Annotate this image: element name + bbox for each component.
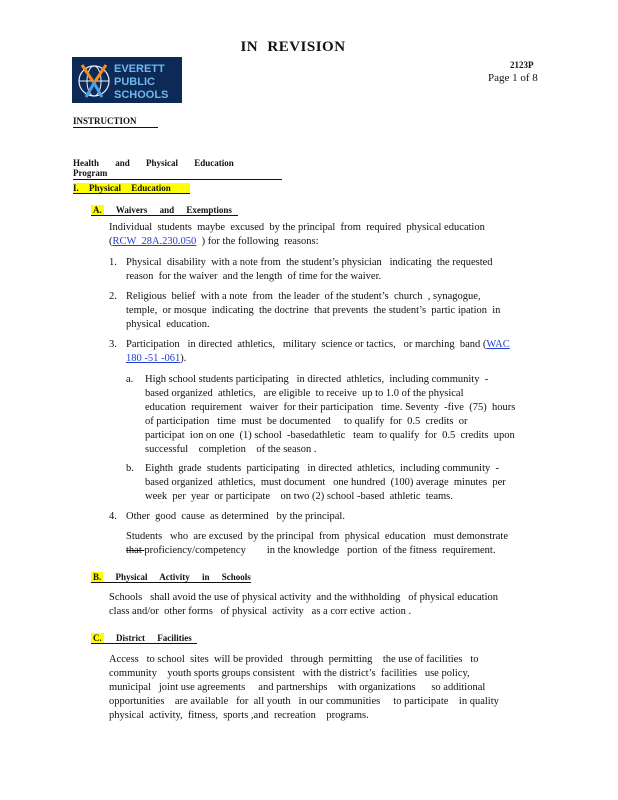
list-item-1-line-2: reason for the waiver and the length of time for the waiver. xyxy=(126,271,382,282)
list-item-3-line-2: 180 -51 -061). xyxy=(126,353,187,364)
subitem-a-line-5: participat ion on one (1) school -basedathletic team to qualify for 0.5 credits upon xyxy=(145,430,515,441)
section-title-district-facilities: District Facilities xyxy=(116,633,192,643)
intro-line-2: (RCW 28A.230.050 ) for the following reasons: xyxy=(109,236,319,247)
section-letter-b: B. xyxy=(93,572,102,582)
rcw-link[interactable]: RCW 28A.230.050 xyxy=(112,236,197,247)
section-instruction: INSTRUCTION xyxy=(73,116,158,128)
subitem-a-line-4: of participation time must be documented to qualify for 0.5 credits or xyxy=(145,416,468,427)
subitem-a-line-3: education requirement waiver for their participation time. Seventy -five (75) hours xyxy=(145,402,516,413)
section-title-waivers: Waivers and Exemptions xyxy=(115,205,232,215)
list-item-1-line-1: Physical disability with a note from the student’s physician indicating the requested xyxy=(126,257,493,268)
list-item-2-line-1: Religious belief with a note from the leader of the student’s church , synagogue, xyxy=(126,291,481,302)
logo-line-1: EVERETT xyxy=(114,63,165,75)
section-c-line-4: opportunities are available for all youth in our communities to participate in quality xyxy=(109,696,499,707)
subitem-a-line-1: High school students participating in directed athletics, including community - xyxy=(145,374,489,385)
sublist-letter-b: b. xyxy=(126,463,134,474)
excused-line-2 xyxy=(126,544,495,558)
document-title: IN REVISION xyxy=(240,39,346,55)
subitem-b-line-2: based organized athletics, must document one hundred (100) average minutes per xyxy=(145,477,506,488)
section-b-line-1: Schools shall avoid the use of physical activity and the withholding of physical education xyxy=(109,592,499,603)
list-number-3: 3. xyxy=(109,339,117,350)
section-letter-a: A. xyxy=(93,205,102,215)
section-b-line-2: class and/or other forms of physical activity as a corr ective action . xyxy=(109,606,412,617)
list-number-2: 2. xyxy=(109,291,117,302)
excused-line-1: Students who are excused by the principal from physical education must demonstrate xyxy=(126,531,508,542)
wac-link-part-2[interactable]: 180 -51 -061 xyxy=(126,353,181,364)
section-heading-physical-education: I. Physical Education xyxy=(73,183,190,194)
program-title: Health and Physical Education Program xyxy=(73,158,282,180)
subitem-b-line-1: Eighth grade students participating in directed athletics, including community - xyxy=(145,463,500,474)
section-heading-physical-activity xyxy=(91,572,251,583)
subitem-a-line-6: successful completion of the season . xyxy=(145,444,317,455)
policy-number: 2123P xyxy=(510,60,534,70)
section-c-line-2: community youth sports groups consistent with the district’s facilities use policy, xyxy=(109,668,470,679)
sublist-letter-a: a. xyxy=(126,374,134,385)
subitem-b-line-3: week per year or participate on two (2) school -based athletic teams. xyxy=(145,491,453,502)
list-item-2-line-2: temple, or mosque indicating the doctrine that prevents the student’s partic ipation in xyxy=(126,305,501,316)
section-c-line-5: physical activity, fitness, sports ,and recreation programs. xyxy=(109,710,369,721)
list-item-3-line-1 xyxy=(126,338,510,352)
section-heading-waivers xyxy=(91,205,238,216)
list-item-2-line-3: physical education. xyxy=(126,319,210,330)
section-heading-district-facilities xyxy=(91,633,197,644)
logo-line-2: PUBLIC xyxy=(114,76,155,88)
section-c-line-1: Access to school sites will be provided through permitting the use of facilities to xyxy=(109,654,479,665)
list-item-3-end: . xyxy=(183,353,187,364)
list-number-4: 4. xyxy=(109,511,117,522)
list-item-3-text: Participation in directed athletics, military science or tactics, or marching band ( xyxy=(126,339,487,350)
excused-line-2-text: proficiency/competency in the knowledge portion of the fitness requirement. xyxy=(144,545,496,556)
logo-line-3: SCHOOLS xyxy=(114,89,169,101)
section-letter-c: C. xyxy=(93,633,102,643)
section-title-physical-activity: Physical Activity in Schools xyxy=(115,572,251,582)
page-indicator: Page 1 of 8 xyxy=(488,72,538,84)
deleted-text: that xyxy=(126,545,145,556)
list-number-1: 1. xyxy=(109,257,117,268)
list-item-4-line-1: Other good cause as determined by the principal. xyxy=(126,511,345,522)
section-c-line-3: municipal joint use agreements and partnerships with organizations so additional xyxy=(109,682,486,693)
everett-public-schools-logo xyxy=(72,57,182,103)
subitem-a-line-2: based organized athletics, are eligible to receive up to 1.0 of the physical xyxy=(145,388,464,399)
intro-line-1: Individual students maybe excused by the principal from required physical education xyxy=(109,222,485,233)
wac-link-part-1[interactable]: WAC xyxy=(486,339,510,350)
intro-rest: for the following reasons: xyxy=(207,236,319,247)
